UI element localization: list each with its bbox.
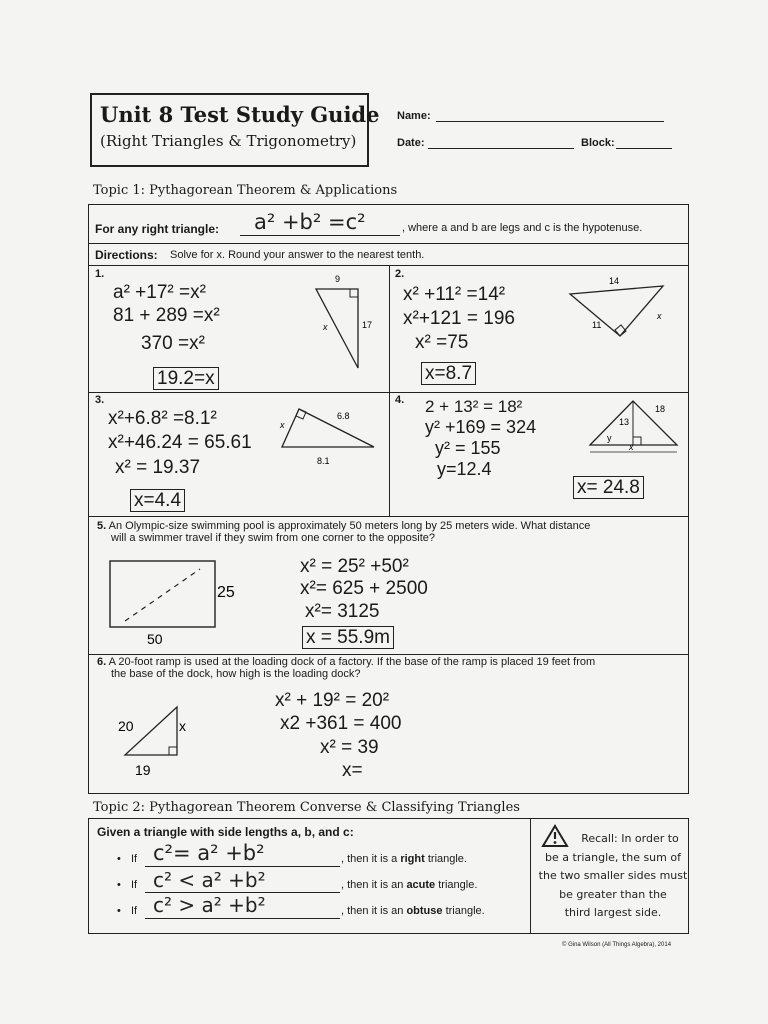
work-line: x² +11² =14² bbox=[403, 284, 506, 305]
work-line: 370 =x² bbox=[141, 332, 205, 354]
page-title: Unit 8 Test Study Guide bbox=[100, 102, 380, 127]
name-label: Name: bbox=[397, 110, 431, 122]
problem-6-ramp-diagram bbox=[115, 695, 205, 785]
work-line: x² = 25² +50² bbox=[300, 556, 409, 577]
side-label: 13 bbox=[619, 417, 630, 427]
divider bbox=[530, 818, 531, 934]
work-line: x= bbox=[342, 759, 363, 781]
classification-text bbox=[341, 853, 467, 865]
problem-4-answer: x= 24.8 bbox=[573, 476, 644, 499]
problem-4-work bbox=[425, 397, 536, 480]
if-label: If bbox=[131, 905, 138, 917]
answer-blank bbox=[145, 865, 340, 867]
work-line: x² =75 bbox=[415, 331, 469, 353]
end-text: triangle. bbox=[427, 853, 467, 865]
page-subtitle: (Right Triangles & Trigonometry) bbox=[100, 132, 357, 150]
recall-line: third largest side. bbox=[564, 906, 662, 920]
question-line: A 20-foot ramp is used at the loading dock of a factory. If the base of the ramp is placed 19 feet from bbox=[108, 656, 596, 668]
condition-answer: c² > a² +b² bbox=[153, 893, 266, 917]
work-line: x²= 3125 bbox=[305, 600, 380, 622]
work-line: x²+121 = 196 bbox=[403, 308, 515, 330]
if-label: If bbox=[131, 879, 138, 891]
if-label: If bbox=[131, 853, 138, 865]
side-label: 6.8 bbox=[337, 411, 350, 421]
side-label: 9 bbox=[335, 274, 341, 284]
divider bbox=[88, 243, 689, 244]
work-line: x²+6.8² =8.1² bbox=[108, 408, 217, 429]
work-line: y² = 155 bbox=[435, 438, 501, 459]
recall-line: Recall: In order to bbox=[581, 832, 679, 845]
rule-prefix: For any right triangle: bbox=[95, 222, 220, 236]
recall-line: be greater than the bbox=[559, 887, 667, 901]
directions-label: Directions: bbox=[95, 248, 158, 262]
work-line: 81 + 289 =x² bbox=[113, 305, 220, 327]
side-label: 20 bbox=[118, 718, 134, 734]
then-text: , then it is an bbox=[341, 905, 404, 917]
bullet: • bbox=[117, 879, 121, 891]
classification-text bbox=[341, 905, 485, 917]
classification-text bbox=[341, 879, 477, 891]
work-line: x2 +361 = 400 bbox=[280, 713, 402, 735]
rule-answer: a² +b² =c² bbox=[254, 210, 366, 234]
question-line: the base of the dock, how high is the loading dock? bbox=[111, 668, 361, 680]
problem-5-answer: x = 55.9m bbox=[302, 626, 394, 649]
block-field[interactable] bbox=[616, 147, 672, 149]
pool-rectangle bbox=[110, 561, 215, 627]
problem-3-triangle bbox=[275, 398, 385, 468]
side-label: 17 bbox=[362, 320, 373, 330]
divider bbox=[88, 654, 689, 655]
work-line: x²+46.24 = 65.61 bbox=[108, 432, 252, 454]
recall-line: be a triangle, the sum of bbox=[545, 850, 681, 864]
rule-blank bbox=[240, 234, 400, 236]
side-label: x bbox=[629, 442, 634, 452]
side-label: x bbox=[179, 718, 186, 734]
rule-suffix: , where a and b are legs and c is the hypotenuse. bbox=[402, 222, 643, 234]
work-line: x² = 19.37 bbox=[115, 456, 201, 478]
problem-3-number: 3. bbox=[95, 394, 105, 406]
problem-5-pool-diagram bbox=[105, 555, 255, 650]
end-text: triangle. bbox=[438, 879, 478, 891]
right-angle-mark bbox=[169, 747, 177, 755]
block-label: Block: bbox=[581, 137, 615, 149]
triangle-type: obtuse bbox=[406, 905, 443, 917]
then-text: , then it is an bbox=[341, 879, 404, 891]
work-line: 2 + 13² = 18² bbox=[425, 397, 523, 416]
triangle-type: acute bbox=[406, 879, 436, 891]
problem-6-work bbox=[275, 690, 402, 781]
work-line: x²= 625 + 2500 bbox=[300, 578, 428, 600]
work-line: y=12.4 bbox=[437, 459, 492, 480]
side-label: 25 bbox=[217, 584, 235, 601]
condition-answer: c²= a² +b² bbox=[153, 841, 265, 865]
then-text: , then it is a bbox=[341, 853, 398, 865]
given-label: Given a triangle with side lengths a, b, and c: bbox=[97, 825, 354, 839]
name-field[interactable] bbox=[436, 120, 664, 122]
triangle-shape bbox=[282, 409, 374, 447]
triangle-type: right bbox=[400, 853, 425, 865]
date-field[interactable] bbox=[428, 147, 574, 149]
question-line: An Olympic-size swimming pool is approximately 50 meters long by 25 meters wide. What distance bbox=[108, 520, 591, 532]
side-label: 14 bbox=[609, 276, 620, 286]
end-text: triangle. bbox=[445, 905, 485, 917]
copyright: © Gina Wilson (All Things Algebra), 2014 bbox=[562, 942, 672, 948]
side-label: 50 bbox=[147, 631, 163, 647]
problem-1-number: 1. bbox=[95, 268, 105, 280]
problem-6-question bbox=[97, 656, 595, 680]
right-angle-mark bbox=[350, 289, 358, 297]
problem-5-number: 5. bbox=[97, 520, 107, 532]
side-label: 11 bbox=[592, 320, 602, 330]
side-label: 18 bbox=[655, 404, 666, 414]
answer-blank bbox=[145, 917, 340, 919]
work-line: x² + 19² = 20² bbox=[275, 690, 390, 711]
problem-4-number: 4. bbox=[395, 394, 405, 406]
classification-row bbox=[117, 893, 527, 923]
problem-2-triangle bbox=[565, 272, 685, 342]
right-angle-mark bbox=[633, 437, 641, 445]
side-label: x bbox=[323, 322, 328, 332]
problem-2-number: 2. bbox=[395, 268, 405, 280]
side-label: 19 bbox=[135, 762, 151, 778]
side-label: x bbox=[280, 420, 285, 430]
problem-6-number: 6. bbox=[97, 656, 107, 668]
side-label: x bbox=[657, 311, 662, 321]
side-label: 8.1 bbox=[317, 456, 330, 466]
bullet: • bbox=[117, 853, 121, 865]
problem-3-work bbox=[108, 408, 252, 478]
question-line: will a swimmer travel if they swim from one corner to the opposite? bbox=[111, 532, 436, 544]
problem-1-work bbox=[113, 282, 220, 354]
topic2-heading: Topic 2: Pythagorean Theorem Converse & Classifying Triangles bbox=[93, 800, 520, 815]
problem-5-work bbox=[300, 556, 428, 622]
classification-list bbox=[117, 841, 527, 923]
recall-line: the two smaller sides must bbox=[538, 869, 688, 883]
problem-1-answer: 19.2=x bbox=[153, 367, 219, 390]
bullet: • bbox=[117, 905, 121, 917]
problem-2-answer: x=8.7 bbox=[421, 362, 476, 385]
diagonal-path bbox=[125, 569, 200, 621]
work-line: y² +169 = 324 bbox=[425, 417, 537, 438]
side-label: y bbox=[607, 433, 612, 443]
problem-5-question bbox=[97, 520, 590, 544]
problem-3-answer: x=4.4 bbox=[130, 489, 185, 512]
directions-text: Solve for x. Round your answer to the nearest tenth. bbox=[170, 249, 425, 261]
condition-answer: c² < a² +b² bbox=[153, 868, 266, 892]
work-line: x² = 39 bbox=[320, 736, 379, 758]
date-label: Date: bbox=[397, 137, 425, 149]
problem-2-work bbox=[403, 284, 515, 353]
work-line: a² +17² =x² bbox=[113, 282, 206, 303]
topic1-heading: Topic 1: Pythagorean Theorem & Applications bbox=[93, 183, 398, 198]
problem-4-triangle bbox=[585, 395, 685, 460]
problem-1-triangle bbox=[310, 270, 390, 390]
recall-note bbox=[538, 830, 688, 923]
